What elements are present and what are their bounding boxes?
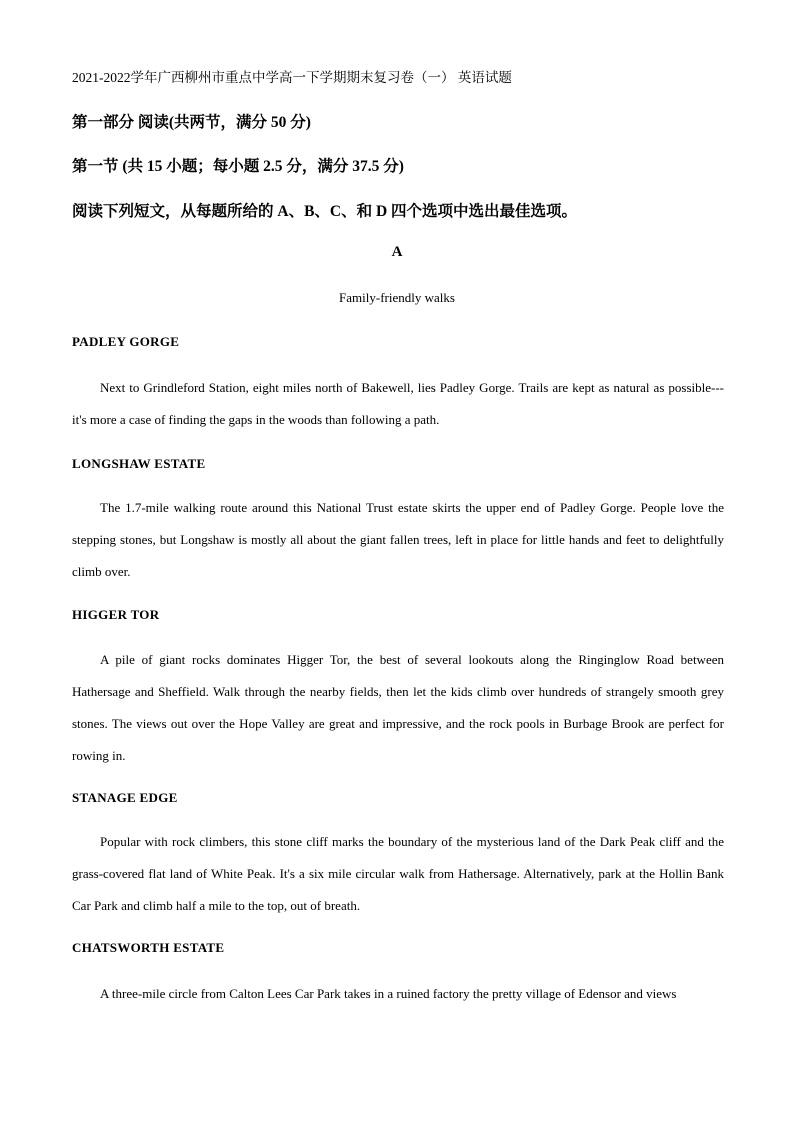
section-heading-higger-tor: HIGGER TOR [72,607,160,622]
section-text-higger-tor [72,644,724,772]
section-text-chatsworth-estate [72,978,724,1010]
section-heading-longshaw-estate: LONGSHAW ESTATE [72,456,206,471]
part-heading: 第一部分 阅读(共两节，满分 50 分) [72,114,311,131]
section-text-longshaw-estate [72,492,724,588]
paragraph: A three-mile circle from Calton Lees Car Park takes in a ruined factory the pretty village of Edensor and views [100,986,677,1001]
section-text-stanage-edge [72,826,724,922]
paragraph: Next to Grindleford Station, eight miles north of Bakewell, lies Padley Gorge. Trails are kept as natural as possible---it's more a case of finding the gaps in the woods than following a path. [72,380,724,427]
section-text-padley-gorge [72,372,724,436]
passage-title: Family-friendly walks [339,290,455,305]
exam-title: 2021-2022学年广西柳州市重点中学高一下学期期末复习卷（一） 英语试题 [72,70,512,85]
section-heading-stanage-edge: STANAGE EDGE [72,790,178,805]
section-heading: 第一节 (共 15 小题；每小题 2.5 分，满分 37.5 分) [72,158,404,175]
passage-letter: A [391,244,403,260]
reading-instruction: 阅读下列短文，从每题所给的 A、B、C、和 D 四个选项中选出最佳选项。 [72,203,578,220]
paragraph: A pile of giant rocks dominates Higger Tor, the best of several lookouts along the Ringinglow Road between Hathersage and Sheffield. Walk through the nearby fields, then let the kids climb over hundreds of strangely smooth grey stones. The views out over the Hope Valley are great and impressive, and the rock pools in Burbage Brook are perfect for rowing in. [72,652,724,763]
paragraph: Popular with rock climbers, this stone cliff marks the boundary of the mysterious land of the Dark Peak cliff and the grass-covered flat land of White Peak. It's a six mile circular walk from Hathersage. Alternatively, park at the Hollin Bank Car Park and climb half a mile to the top, out of breath. [72,834,724,913]
section-heading-padley-gorge: PADLEY GORGE [72,334,180,349]
section-heading-chatsworth-estate: CHATSWORTH ESTATE [72,940,225,955]
paragraph: The 1.7-mile walking route around this National Trust estate skirts the upper end of Padley Gorge. People love the stepping stones, but Longshaw is mostly all about the giant fallen trees, left in place for little hands and feet to delightfully climb over. [72,500,724,579]
